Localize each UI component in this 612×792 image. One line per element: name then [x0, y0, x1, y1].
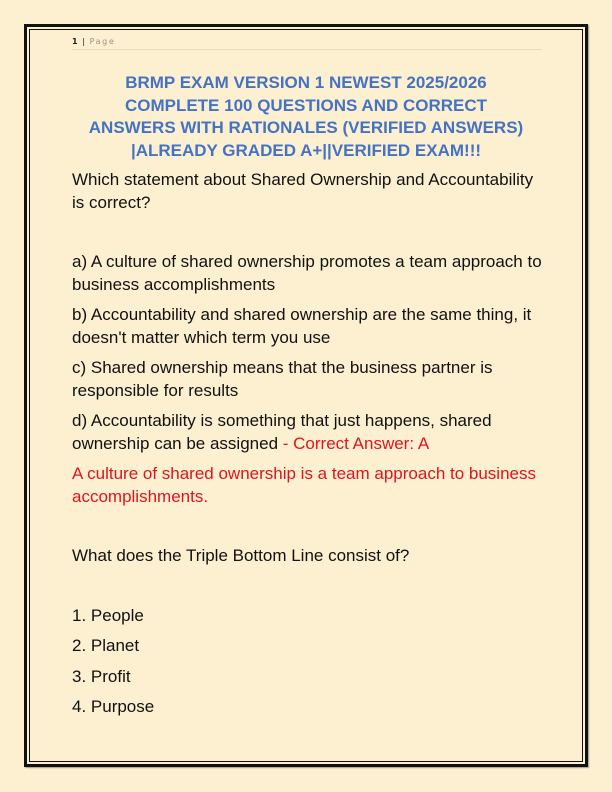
answer-option-d-text: d) Accountability is something that just happens, shared ownership can be assigned — [72, 411, 492, 453]
answer-option-c: c) Shared ownership means that the business partner is responsible for results — [72, 358, 493, 400]
page-label: Page — [89, 37, 116, 46]
list-item: 3. Profit — [72, 666, 131, 686]
title-line: BRMP EXAM VERSION 1 NEWEST 2025/2026 — [125, 73, 487, 92]
document-body — [72, 169, 542, 719]
answer-option-d — [72, 410, 542, 455]
title-line: COMPLETE 100 QUESTIONS AND CORRECT — [124, 95, 488, 115]
list-item: 1. People — [72, 605, 144, 625]
list-item: 4. Purpose — [72, 697, 155, 716]
answer-option-b: b) Accountability and shared ownership are the same thing, it doesn't matter which term you use — [72, 305, 532, 347]
answer-option-a: a) A culture of shared ownership promotes a team approach to business accomplishments — [72, 252, 542, 294]
correct-answer-label: - Correct Answer: A — [278, 433, 430, 453]
question-text: Which statement about Shared Ownership and Accountability is correct? — [72, 170, 534, 212]
list-item: 2. Planet — [72, 636, 140, 655]
title-line: |ALREADY GRADED A+||VERIFIED EXAM!!! — [130, 140, 482, 160]
header-separator: | — [82, 37, 86, 46]
question-text: What does the Triple Bottom Line consist of? — [72, 546, 410, 565]
rationale-text: A culture of shared ownership is a team approach to business accomplishments. — [72, 464, 536, 506]
document-title — [60, 72, 552, 162]
page-number: 1 — [72, 37, 78, 46]
page-header — [72, 36, 542, 50]
title-line: ANSWERS WITH RATIONALES (VERIFIED ANSWERS) — [88, 118, 524, 137]
